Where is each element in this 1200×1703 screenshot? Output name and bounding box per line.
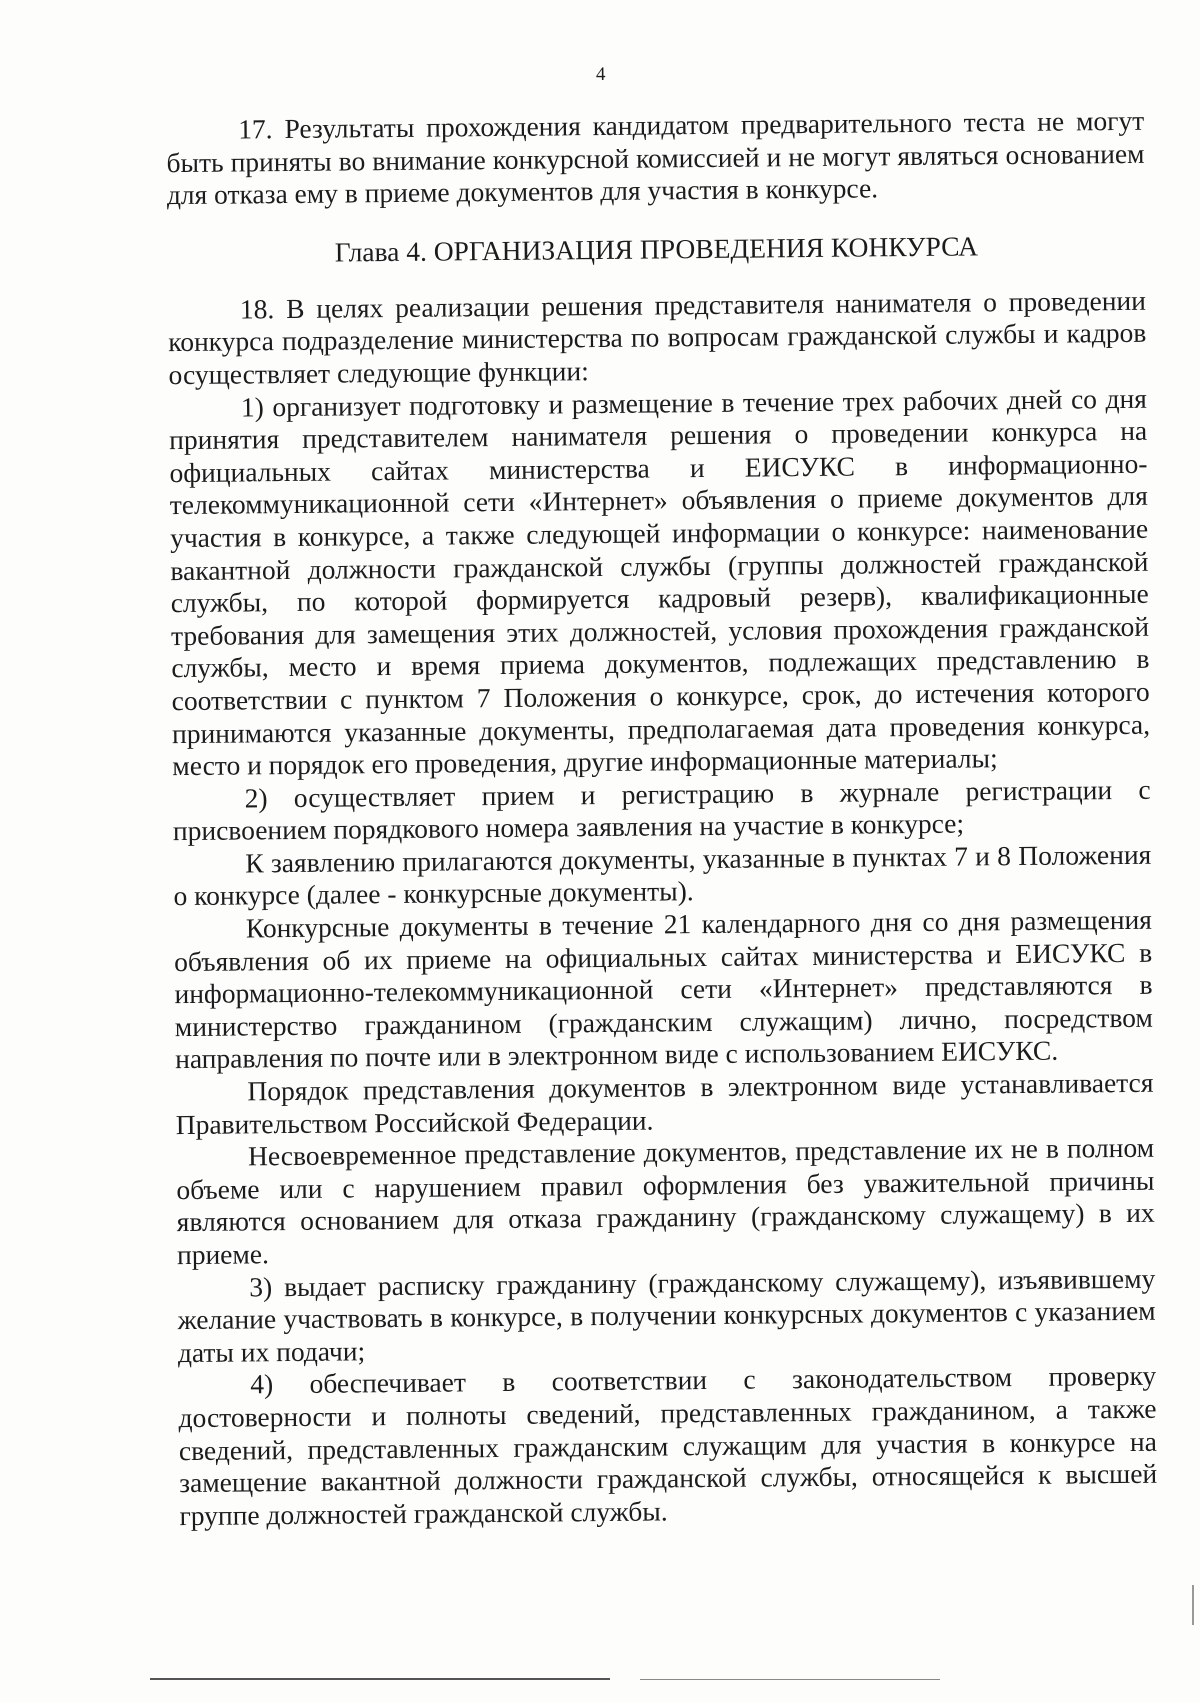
paragraph-18: 18. В целях реализации решения представителя нанимателя о проведении конкурса подразделение министерства по вопросам гражданской службы и кадров осуществляет следующие функции: [168, 284, 1147, 391]
paragraph-attachments: К заявлению прилагаются документы, указанные в пунктах 7 и 8 Положения о конкурсе (далее - конкурсные документы). [173, 838, 1152, 912]
scan-bottom-line-faint [640, 1679, 940, 1680]
paragraph-17: 17. Результаты прохождения кандидатом предварительного теста не могут быть приняты во внимание конкурсной комиссией и не могут являться основанием для отказа ему в приеме документов для участия в конкурсе. [166, 104, 1145, 211]
paragraph-submission: Конкурсные документы в течение 21 календарного дня со дня размещения объявления об их приеме на официальных сайтах министерства и ЕИСУКС в информационно-телекоммуникационной сети «Интернет» представляются в министерство гражданином (гражданским служащим) лично, посредством направления по почте или в электронном виде с использованием ЕИСУКС. [174, 903, 1153, 1075]
list-item-4: 4) обеспечивает в соответствии с законодательством проверку достоверности и полноты сведений, представленных гражданином, а также сведений, представленных гражданским служащим для участия в конкурсе на замещение вакантной должности гражданской службы, относящейся к высшей группе должностей гражданской службы. [178, 1360, 1158, 1531]
scan-edge-mark [1192, 1585, 1194, 1625]
chapter-heading: Глава 4. ОРГАНИЗАЦИЯ ПРОВЕДЕНИЯ КОНКУРСА [334, 230, 979, 268]
document-body [166, 105, 1158, 1533]
paragraph-electronic-order: Порядок представления документов в электронном виде устанавливается Правительством Российской Федерации. [175, 1066, 1154, 1140]
scan-bottom-line [150, 1678, 610, 1680]
page-number: 4 [595, 63, 606, 86]
list-item-3: 3) выдает расписку гражданину (гражданскому служащему), изъявившему желание участвовать в конкурсе, в получении конкурсных документов с указанием даты их подачи; [177, 1262, 1156, 1368]
list-item-1: 1) организует подготовку и размещение в течение трех рабочих дней со дня принятия представителем нанимателя решения о проведении конкурса на официальных сайтах министерства и ЕИСУКС в информационно-телекоммуникационной сети «Интернет» объявления о приеме документов для участия в конкурсе, а также следующей информации о конкурсе: наименование вакантной должности гражданской службы (группы должностей гражданской службы, по которой формируется кадровый резерв), квалификационные требования для замещения этих должностей, условия прохождения гражданской службы, место и время приема документов, подлежащих представлению в соответствии с пунктом 7 Положения о конкурсе, срок, до истечения которого принимаются указанные документы, предполагаемая дата проведения конкурса, место и порядок его проведения, другие информационные материалы; [169, 382, 1151, 782]
list-item-2: 2) осуществляет прием и регистрацию в журнале регистрации с присвоением порядкового номера заявления на участие в конкурсе; [172, 773, 1151, 847]
paragraph-late-submission: Несвоевременное представление документов, представление их не в полном объеме или с нарушением правил оформления без уважительной причины являются основанием для отказа гражданину (гражданскому служащему) в их приеме. [176, 1131, 1155, 1271]
